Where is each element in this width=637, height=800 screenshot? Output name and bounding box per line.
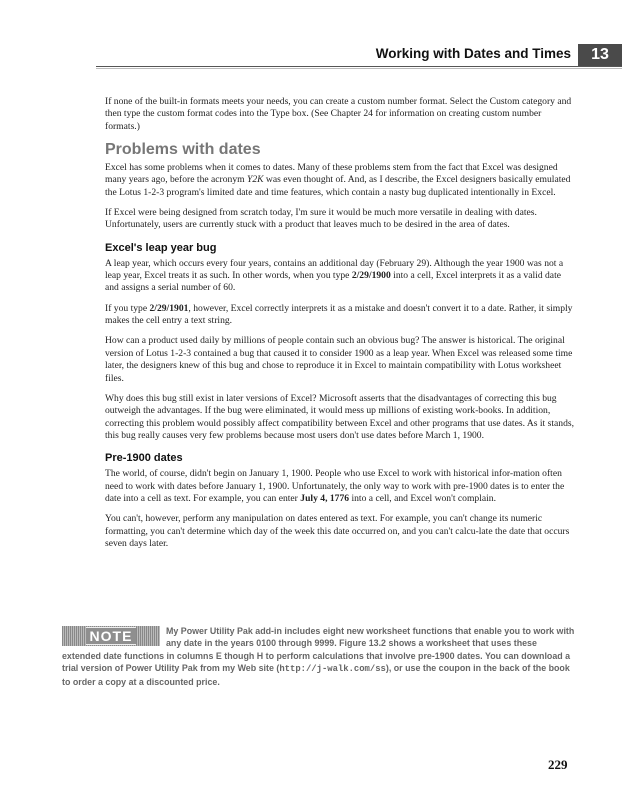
note-url-link[interactable]: http://j-walk.com/ss	[279, 664, 386, 675]
leap-p2-text-a: If you type	[105, 302, 150, 314]
note-text-a: My Power Utility Pak add-in includes eight new worksheet functions that enable you to work with any date in the years 0100 through 9999. Figure 13.2 shows a worksheet that uses these extended date functions in columns E though H to perform calculations that involve pre-1900 dates. You can download a trial version of Power Utility Pak from my Web site (	[62, 626, 575, 674]
header-rule-thin	[96, 68, 622, 69]
pre1900-paragraph-2: You can't, however, perform any manipulation on dates entered as text. For example, you can't change its numeric formatting, you can't determine which day of the week this date occurred on, and you can't calcu-late the date that occurs seven days later.	[105, 513, 570, 549]
leap-date-1901: 2/29/1901	[149, 302, 189, 314]
header-rule	[96, 66, 622, 67]
leap-paragraph-2	[105, 303, 575, 328]
note-label: NOTE	[86, 627, 137, 645]
subheading-leap-year-bug: Excel's leap year bug	[105, 241, 217, 254]
problems-paragraph-1	[105, 162, 575, 199]
leap-date-1900: 2/29/1900	[351, 270, 391, 282]
leap-p1-text-b: into a cell, Excel interprets it as a valid date and assigns a serial number of 60.	[105, 270, 561, 294]
pre1900-date-example: July 4, 1776	[300, 492, 350, 504]
leap-paragraph-4: Why does this bug still exist in later versions of Excel? Microsoft asserts that the disadvantages of correcting this bug outweigh the advantages. If the bug were eliminated, it would mess up millions of existing work-books. In addition, correcting this problem would possibly affect compatibility between Excel and other programs that use dates. As it stands, this bug really causes very few problems because most users don't use dates before March 1, 1900.	[105, 392, 575, 441]
subheading-pre-1900: Pre-1900 dates	[105, 452, 183, 465]
note-badge	[62, 626, 160, 646]
leap-p2-text-b: , however, Excel correctly interprets it as a mistake and doesn't convert it to a date. Rather, it simply makes the cell entry a text string.	[105, 302, 573, 327]
leap-p1-text-a: A leap year, which occurs every four years, contains an additional day (February 29). Although the year 1900 was not a leap year, Excel treats it as such. In other words, when you type	[105, 257, 564, 282]
page-number: 229	[548, 757, 568, 772]
note-callout	[62, 625, 577, 688]
section-heading-problems: Problems with dates	[105, 141, 261, 159]
y2k-term: Y2K	[246, 174, 264, 186]
pre1900-p1-text-a: The world, of course, didn't begin on January 1, 1900. People who use Excel to work with historical infor-mation often need to work with dates before January 1, 1900. Unfortunately, the only way to work with pre-1900 dates is to enter the date into a cell as text. For example, you can enter	[105, 468, 565, 504]
running-header-title: Working with Dates and Times	[375, 46, 571, 61]
chapter-number-badge: 13	[578, 44, 622, 66]
page-body	[105, 96, 575, 558]
leap-paragraph-3: How can a product used daily by millions of people contain such an obvious bug? The answer is historical. The original version of Lotus 1-2-3 contained a bug that caused it to consider 1900 as a leap year. When Excel was released some time later, the designers knew of this bug and chose to reproduce it in Excel to maintain compatibility with Lotus worksheet files.	[105, 335, 573, 384]
note-text-b: ), or use the coupon in the back of the book to order a copy at a discounted price.	[62, 663, 570, 687]
pre1900-p1-text-b: into a cell, and Excel won't complain.	[349, 492, 496, 504]
running-header	[0, 44, 637, 66]
intro-paragraph: If none of the built-in formats meets your needs, you can create a custom number format. Select the Custom category and then type the custom format codes into the Type box. (See Chapter 24 for information on creating custom number formats.)	[105, 96, 572, 132]
problems-paragraph-2: If Excel were being designed from scratch today, I'm sure it would be much more versatile in dealing with dates. Unfortunately, users are currently stuck with a product that leaves much to be desired in the area of dates.	[105, 207, 537, 231]
pre1900-paragraph-1	[105, 468, 575, 505]
problems-p1-text-b: was even thought of. And, as I describe, the Excel designers basically emulated the Lotus 1-2-3 program's limited date and time features, which contain a nasty bug duplicated intentionally in Excel.	[105, 174, 571, 198]
leap-paragraph-1	[105, 258, 575, 295]
problems-p1-text-a: Excel has some problems when it comes to dates. Many of these problems stem from the fact that Excel was designed many years ago, before the acronym	[105, 162, 558, 186]
